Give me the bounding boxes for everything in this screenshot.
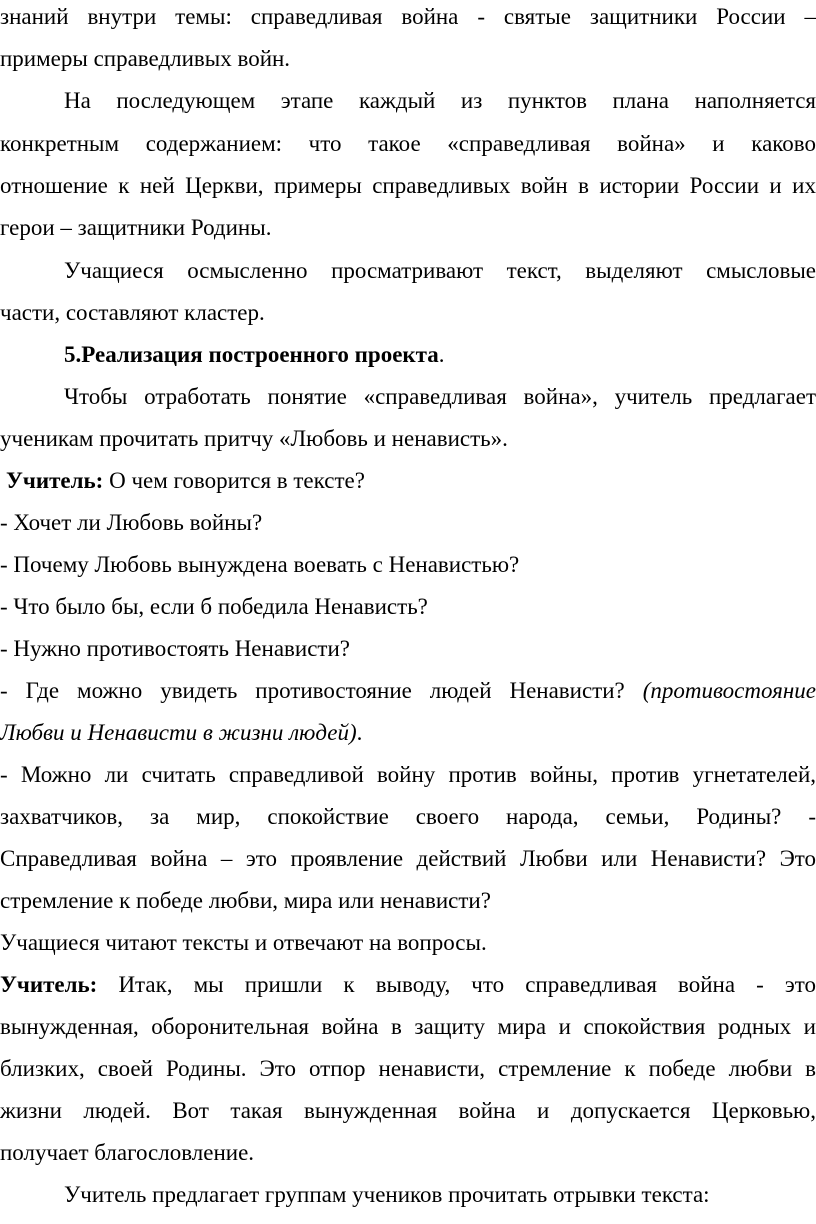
text-line: знаний внутри темы: справедливая война - святые защитники России – bbox=[0, 4, 816, 29]
answer-period: . bbox=[356, 720, 363, 745]
question-item: - Что было бы, если б победила Ненависть? bbox=[0, 594, 428, 619]
question-item: - Можно ли считать справедливой войну против войны, против угнетателей, bbox=[0, 762, 816, 787]
question-text: - Где можно увидеть противостояние людей Ненависти? bbox=[0, 678, 643, 703]
paragraph-start: Учитель предлагает группам учеников прочитать отрывки текста: bbox=[64, 1182, 710, 1207]
teacher-question-line bbox=[6, 466, 816, 496]
italic-answer: Любви и Ненависти в жизни людей) bbox=[0, 720, 357, 745]
question-item: - Нужно противостоять Ненависти? bbox=[0, 636, 350, 661]
paragraph-start: На последующем этапе каждый из пунктов плана наполняется bbox=[64, 88, 816, 113]
question-text: О чем говорится в тексте? bbox=[103, 468, 365, 493]
text-line: Учащиеся читают тексты и отвечают на вопросы. bbox=[0, 930, 487, 955]
text-line: примеры справедливых войн. bbox=[0, 46, 291, 71]
paragraph-start: Учащиеся осмысленно просматривают текст, выделяют смысловые bbox=[64, 258, 816, 283]
text-line: получает благословление. bbox=[0, 1140, 255, 1165]
text-line: конкретным содержанием: что такое «справедливая война» и каково bbox=[0, 131, 816, 156]
question-item bbox=[0, 676, 816, 706]
text-line: близких, своей Родины. Это отпор ненависти, стремление к победе любви в bbox=[0, 1056, 816, 1081]
section-heading-text: 5.Реализация построенного проекта bbox=[64, 342, 439, 367]
text-line bbox=[0, 718, 816, 748]
question-item: - Хочет ли Любовь войны? bbox=[0, 510, 263, 535]
text-line: герои – защитники Родины. bbox=[0, 215, 272, 240]
text-line: части, составляют кластер. bbox=[0, 300, 265, 325]
teacher-statement-line bbox=[0, 970, 816, 1000]
text-line: стремление к победе любви, мира или ненависти? bbox=[0, 888, 491, 913]
speaker-label: Учитель: bbox=[0, 972, 98, 997]
text-line: отношение к ней Церкви, примеры справедливых войн в истории России и их bbox=[0, 173, 816, 198]
statement-text: Итак, мы пришли к выводу, что справедливая война - это bbox=[97, 972, 816, 997]
speaker-label: Учитель: bbox=[6, 468, 104, 493]
text-line: вынужденная, оборонительная война в защиту мира и спокойствия родных и bbox=[0, 1014, 816, 1039]
text-line: Справедливая война – это проявление действий Любви или Ненависти? Это bbox=[0, 846, 816, 871]
section-heading bbox=[64, 340, 816, 370]
section-heading-period: . bbox=[438, 342, 445, 367]
paragraph-start: Чтобы отработать понятие «справедливая война», учитель предлагает bbox=[64, 384, 816, 409]
text-line: жизни людей. Вот такая вынужденная война и допускается Церковью, bbox=[0, 1098, 816, 1123]
italic-answer: (противостояние bbox=[642, 678, 816, 703]
text-line: захватчиков, за мир, спокойствие своего народа, семьи, Родины? - bbox=[0, 804, 816, 829]
text-line: ученикам прочитать притчу «Любовь и ненависть». bbox=[0, 426, 508, 451]
question-item: - Почему Любовь вынуждена воевать с Ненавистью? bbox=[0, 552, 520, 577]
